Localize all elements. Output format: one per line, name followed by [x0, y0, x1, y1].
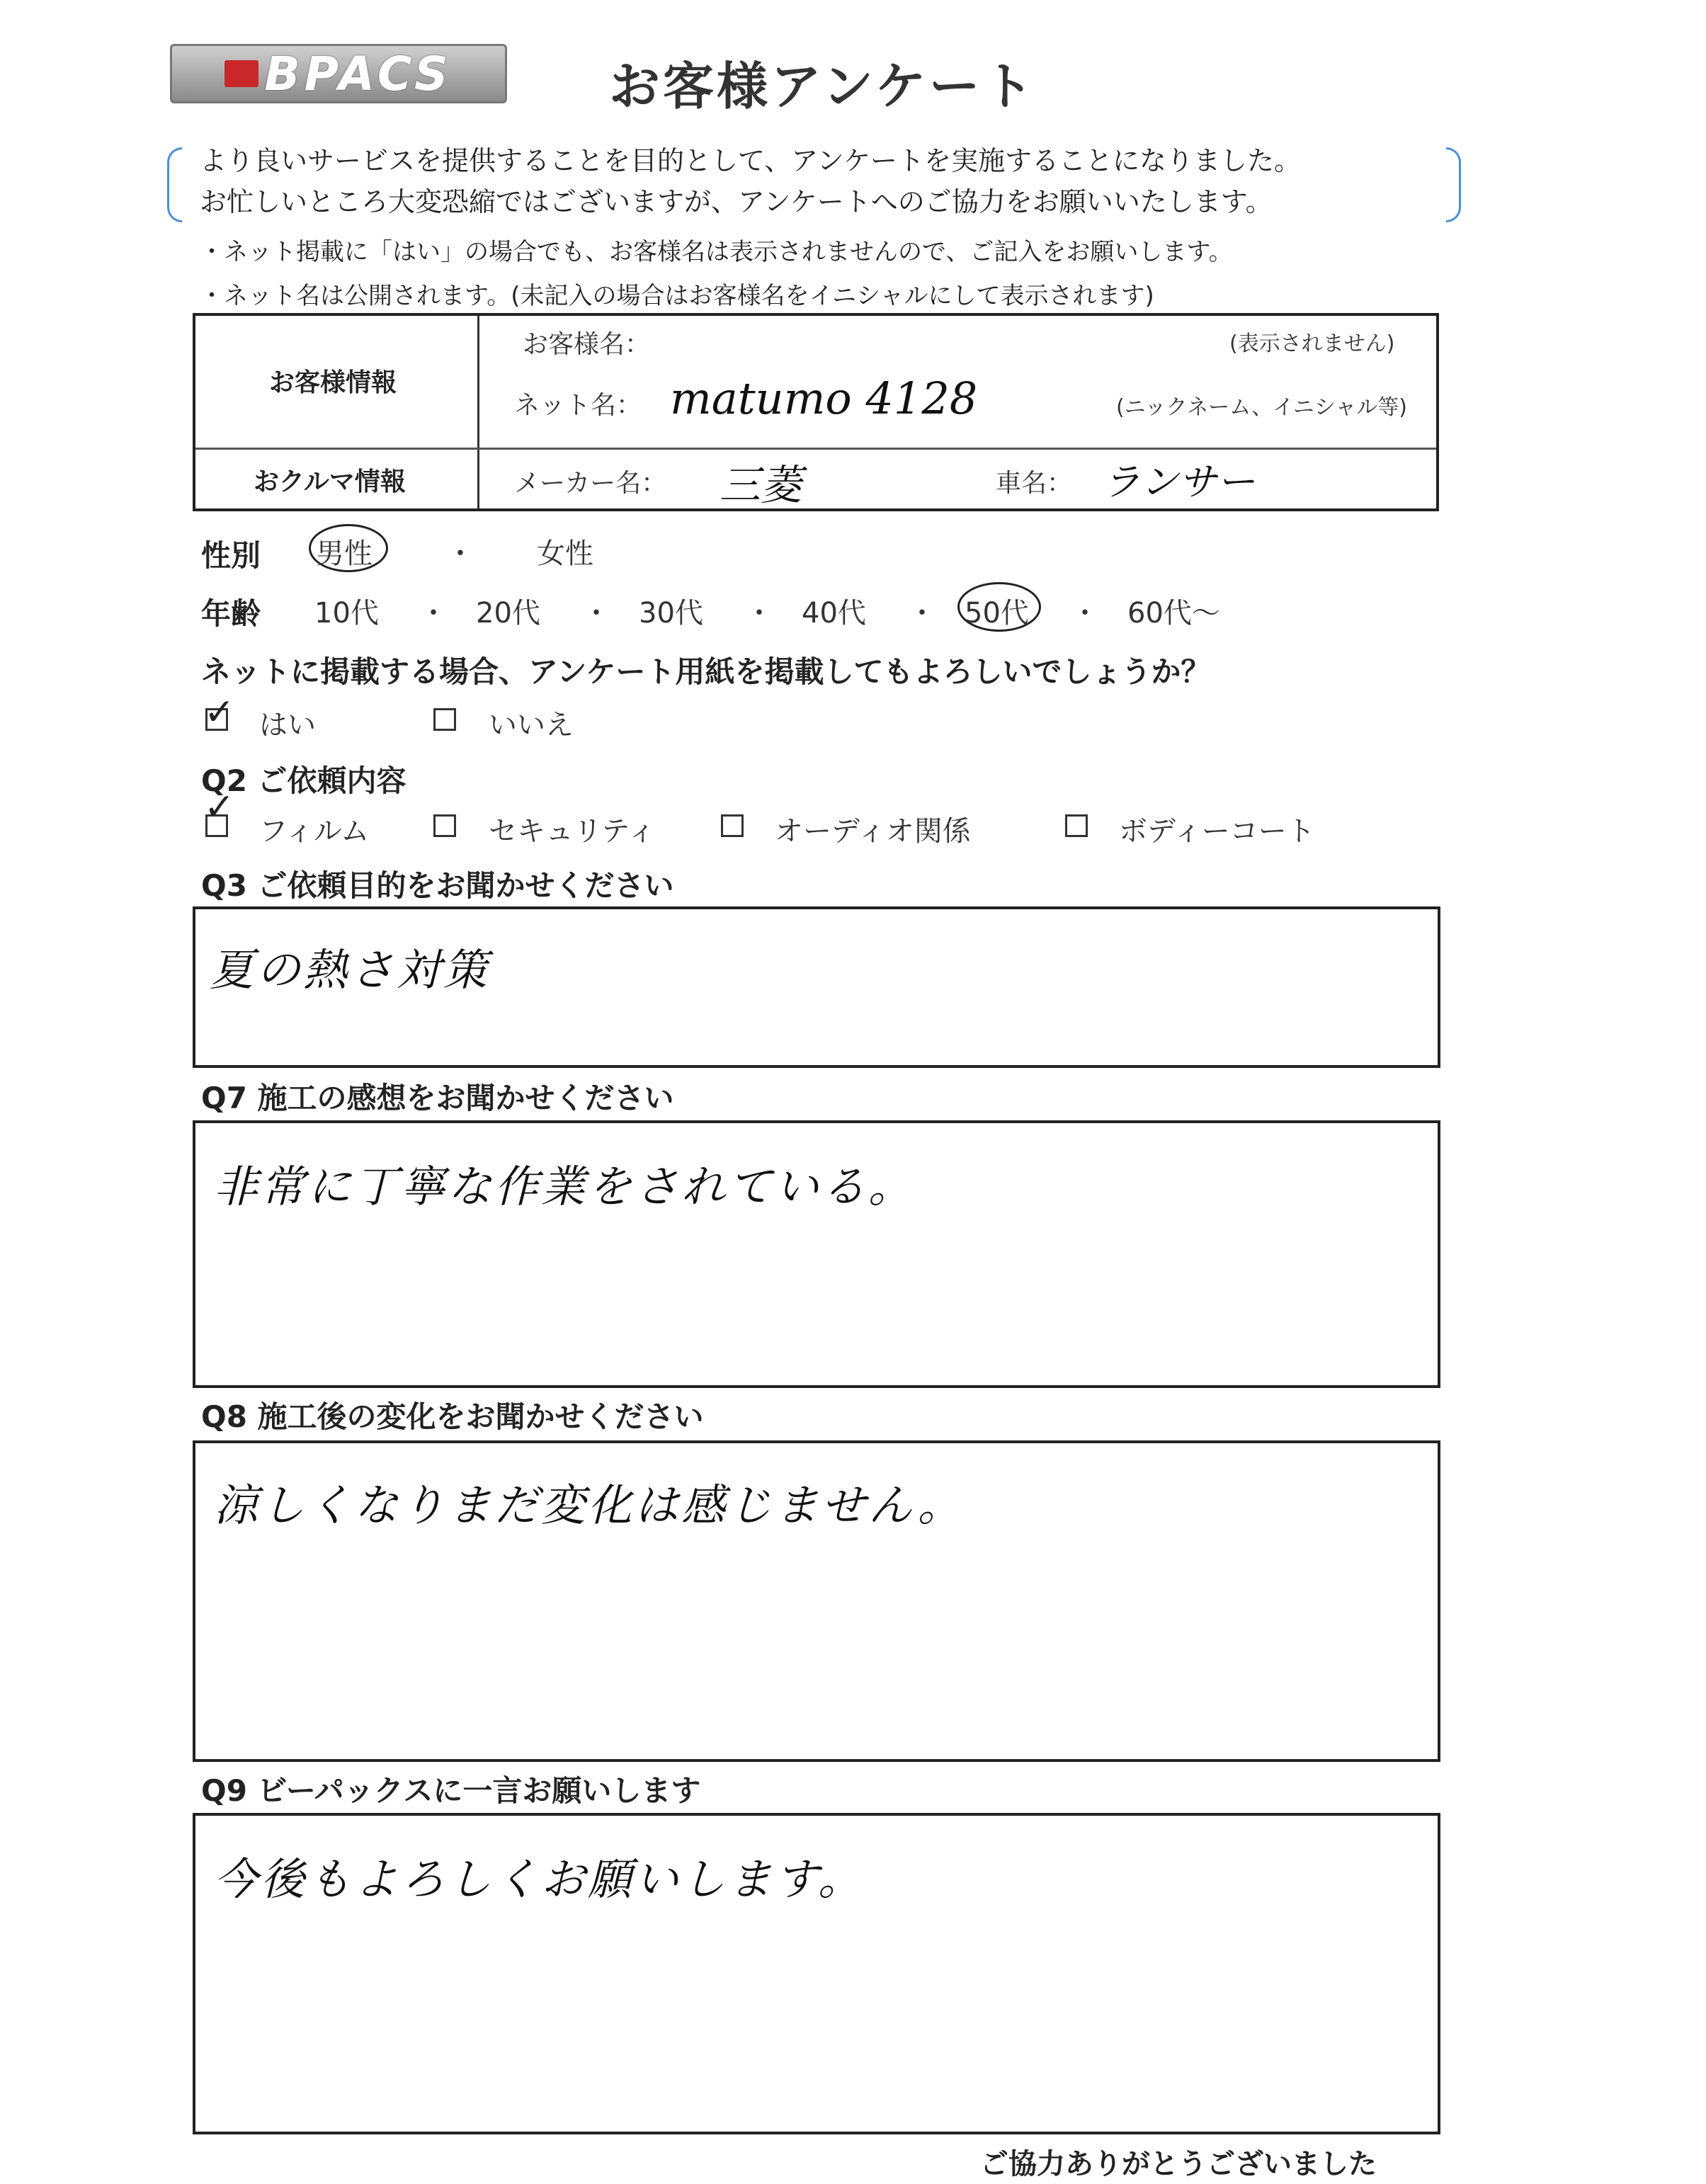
gender-separator: ・ [446, 538, 474, 570]
car-info-label: おクルマ情報 [254, 467, 406, 496]
bpacs-logo [170, 44, 507, 103]
footer-thanks: ご協力ありがとうございました [980, 2148, 1377, 2180]
age-option-10: 10代 [314, 597, 379, 630]
intro-line-1: より良いサービスを提供することを目的として、アンケートを実施することになりました。 [200, 145, 1301, 176]
q2-audio-checkbox[interactable] [721, 814, 744, 837]
publish-question: ネットに掲載する場合、アンケート用紙を掲載してもよろしいでしょうか？ [201, 654, 1211, 689]
table-divider [477, 316, 479, 508]
table-divider [195, 448, 1436, 450]
customer-info-label: お客様情報 [269, 368, 397, 397]
car-name-value: ランサー [1102, 460, 1255, 504]
q9-answer-box [193, 1813, 1440, 2134]
left-bracket-icon [167, 147, 182, 222]
publish-no-checkbox[interactable] [433, 708, 456, 731]
gender-label: 性別 [201, 538, 261, 573]
q2-security-label: セキュリティ [489, 815, 656, 848]
q9-title: Q9 ビーパックスに一言お願いします [201, 1773, 701, 1808]
q9-answer: 今後もよろしくお願いします。 [214, 1853, 865, 1905]
age-separator: ・ [582, 597, 610, 630]
gender-option-male: 男性 [316, 538, 373, 570]
age-option-40: 40代 [802, 597, 866, 630]
q2-security-checkbox[interactable] [433, 814, 456, 837]
q3-title: Q3 ご依頼目的をお聞かせください [201, 868, 674, 903]
age-option-50: 50代 [965, 597, 1029, 630]
maker-value: 三菱 [720, 461, 802, 509]
age-separator: ・ [908, 597, 936, 630]
q7-answer-box [193, 1120, 1440, 1388]
q2-bodycoat-checkbox[interactable] [1065, 814, 1088, 837]
q2-title: Q2 ご依頼内容 [201, 763, 406, 798]
logo-text: BPACS [264, 46, 453, 101]
note-line-2: ・ネット名は公開されます。(未記入の場合はお客様名をイニシャルにして表示されます) [200, 282, 1154, 310]
note-line-1: ・ネット掲載に「はい」の場合でも、お客様名は表示されませんので、ご記入をお願いします。 [200, 238, 1233, 266]
q7-title: Q7 施工の感想をお聞かせください [201, 1081, 674, 1115]
intro-line-2: お忙しいところ大変恐縮ではございますが、アンケートへのご協力をお願いいたします。 [200, 186, 1273, 217]
right-bracket-icon [1446, 147, 1461, 222]
net-name-value: matumo 4128 [670, 372, 978, 424]
age-separator: ・ [745, 597, 773, 630]
info-table [193, 313, 1439, 511]
age-option-60: 60代～ [1127, 597, 1220, 630]
check-mark-icon: ✓ [204, 691, 235, 734]
age-label: 年齢 [201, 596, 261, 631]
age-option-20: 20代 [476, 597, 540, 630]
gender-option-female: 女性 [537, 538, 593, 570]
car-name-label: 車名： [996, 469, 1073, 498]
q8-title: Q8 施工後の変化をお聞かせください [201, 1399, 704, 1434]
age-option-30: 30代 [639, 597, 703, 630]
logo-mark-icon [224, 60, 258, 87]
net-name-label: ネット名： [514, 391, 642, 420]
q2-bodycoat-label: ボディーコート [1119, 815, 1315, 848]
maker-label: メーカー名： [514, 469, 667, 498]
net-name-note: (ニックネーム、イニシャル等) [1116, 395, 1408, 420]
q8-answer-box [193, 1440, 1440, 1762]
customer-name-label: お客様名： [523, 330, 651, 359]
q3-answer-box [193, 906, 1440, 1068]
check-mark-icon: ✓ [204, 786, 235, 829]
customer-name-note: (表示されません) [1229, 331, 1395, 356]
publish-yes-label: はい [259, 709, 316, 741]
publish-no-label: いいえ [489, 709, 574, 741]
q3-answer: 夏の熱さ対策 [210, 944, 491, 996]
q8-answer: 涼しくなりまだ変化は感じません。 [214, 1479, 965, 1531]
q2-audio-label: オーディオ関係 [775, 815, 971, 848]
age-separator: ・ [1071, 597, 1099, 630]
page-title: お客様アンケート [609, 57, 1037, 116]
q7-answer: 非常に丁寧な作業をされている。 [214, 1161, 916, 1212]
q2-film-label: フィルム [259, 815, 370, 848]
age-separator: ・ [419, 597, 448, 630]
